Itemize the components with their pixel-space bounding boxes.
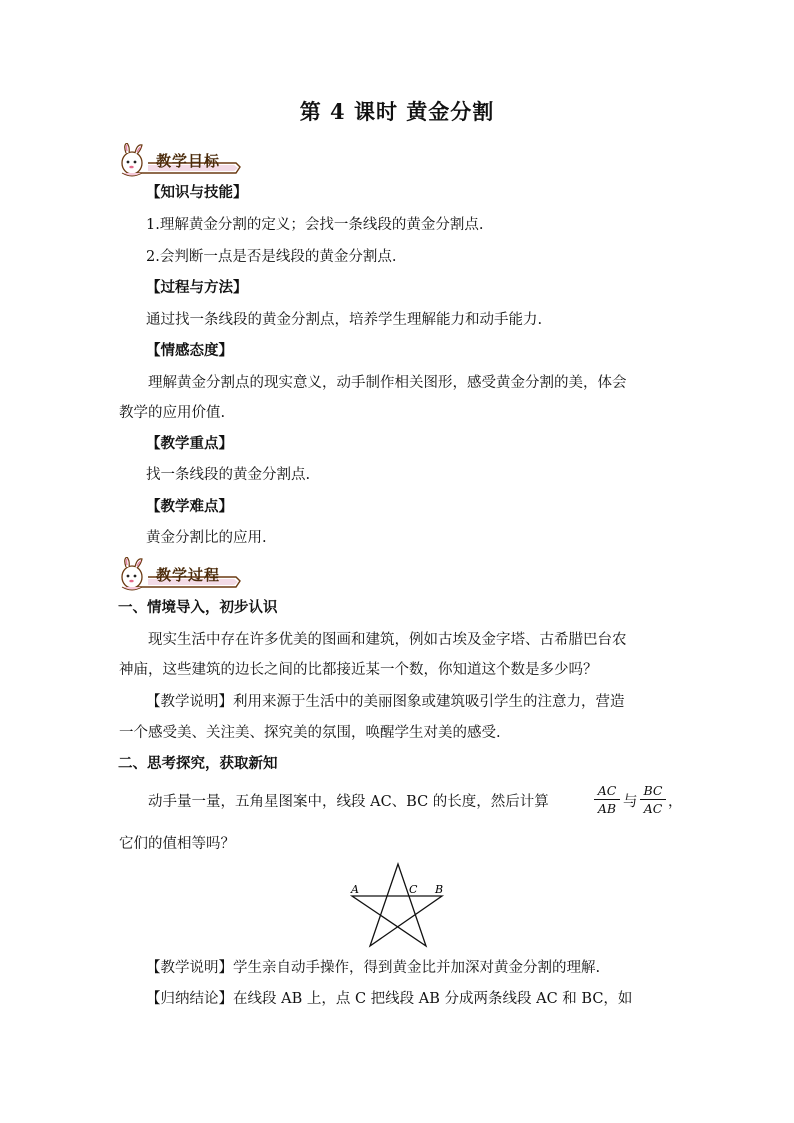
section-2-text-line-2: 它们的值相等吗？: [119, 836, 235, 852]
teaching-process-badge-label: 教学过程: [156, 566, 221, 584]
teaching-goals-badge: [118, 143, 242, 179]
fraction-ac-over-ab: [592, 783, 622, 816]
teaching-note-1-line-1: 【教学说明】利用来源于生活中的美丽图象或建筑吸引学生的注意力，营造: [146, 694, 625, 710]
fraction-2-denominator: AC: [643, 801, 663, 816]
pentagram-figure: [340, 858, 456, 952]
fraction-1-bar: [594, 799, 620, 800]
teaching-process-badge: [118, 557, 242, 593]
emotion-heading: 【情感态度】: [146, 342, 233, 359]
section-2-heading: 二、思考探究，获取新知: [118, 755, 278, 772]
section-1-heading: 一、情境导入，初步认识: [118, 599, 278, 616]
point-a-label: A: [351, 883, 359, 896]
point-c-label: C: [409, 883, 418, 896]
knowledge-item-2: 2.会判断一点是否是线段的黄金分割点.: [146, 249, 397, 265]
page-title: 第 4 课时 黄金分割: [299, 99, 495, 124]
process-method-heading: 【过程与方法】: [146, 279, 248, 296]
teaching-note-2: 【教学说明】学生亲自动手操作，得到黄金比并加深对黄金分割的理解.: [146, 960, 601, 976]
emotion-text-line-2: 教学的应用价值.: [119, 405, 226, 421]
difficulty-text: 黄金分割比的应用.: [146, 530, 267, 546]
conclusion-line: 【归纳结论】在线段 AB 上，点 C 把线段 AB 分成两条线段 AC 和 BC，如: [146, 991, 633, 1007]
difficulty-heading: 【教学难点】: [146, 498, 233, 515]
fraction-joiner: 与: [623, 794, 638, 810]
process-method-text: 通过找一条线段的黄金分割点，培养学生理解能力和动手能力.: [146, 312, 543, 328]
point-b-label: B: [435, 883, 444, 896]
section-1-text-line-1: 现实生活中存在许多优美的图画和建筑，例如古埃及金字塔、古希腊巴台农: [148, 632, 627, 648]
pentagram-star-shape: [352, 864, 442, 946]
key-point-text: 找一条线段的黄金分割点.: [146, 467, 311, 483]
fraction-2-bar: [640, 799, 666, 800]
teaching-note-1-line-2: 一个感受美、关注美、探究美的氛围，唤醒学生对美的感受.: [119, 725, 501, 741]
trailing-comma: ，: [668, 794, 683, 810]
teaching-goals-badge-label: 教学目标: [156, 152, 221, 170]
section-2-text-line-1: 动手量一量，五角星图案中，线段 AC、BC 的长度，然后计算: [148, 794, 549, 810]
emotion-text-line-1: 理解黄金分割点的现实意义，动手制作相关图形，感受黄金分割的美，体会: [148, 375, 627, 391]
fraction-1-denominator: AB: [597, 801, 617, 816]
fraction-1-numerator: AC: [597, 783, 617, 798]
key-point-heading: 【教学重点】: [146, 435, 233, 452]
fraction-bc-over-ac: [638, 783, 668, 816]
section-1-text-line-2: 神庙，这些建筑的边长之间的比都接近某一个数，你知道这个数是多少吗？: [119, 662, 598, 678]
knowledge-item-1: 1.理解黄金分割的定义；会找一条线段的黄金分割点.: [146, 217, 484, 233]
knowledge-heading: 【知识与技能】: [146, 184, 248, 201]
fraction-2-numerator: BC: [643, 783, 663, 798]
